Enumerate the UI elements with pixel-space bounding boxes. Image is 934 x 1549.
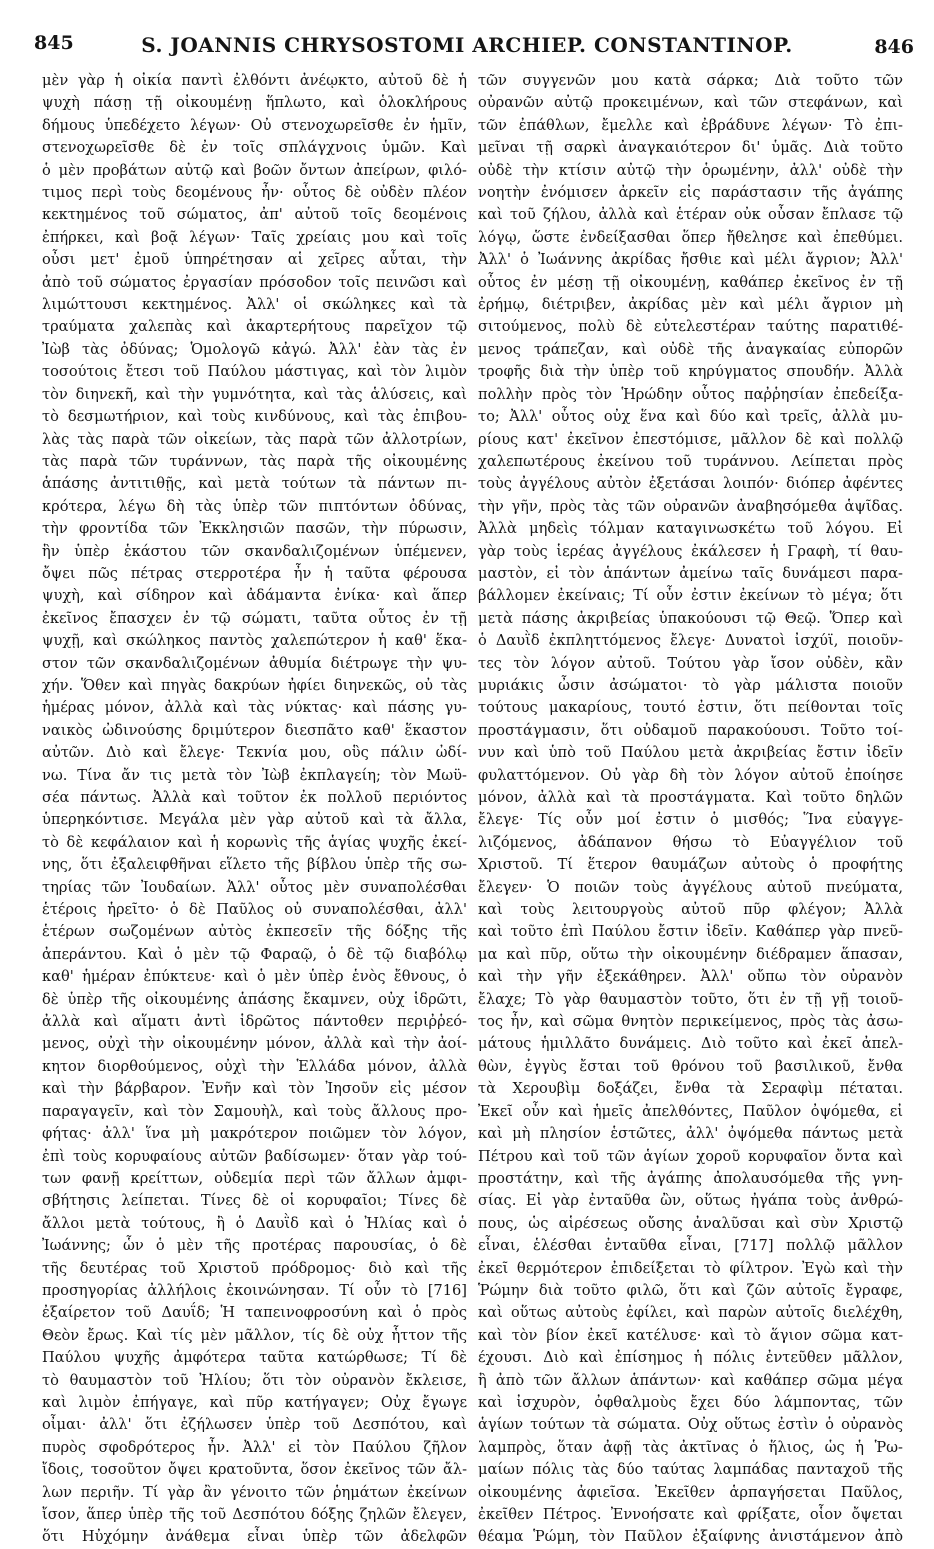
text-line: καὶ τὴν γῆν ἐξεκάθηρεν. Ἀλλ' οὔπω τὸν οὐρανὸν <box>478 968 903 986</box>
text-line: κρότερα, λέγω δὴ τὰς ὑπὲρ τῶν πιπτόντων ὀδύνας, <box>42 497 467 515</box>
text-line: στενοχωρεῖσθε δὲ ἐν τοῖς σπλάγχνοις ὑμῶν. Καὶ <box>42 139 467 157</box>
text-line: Θεὸν ἔρως. Καὶ τίς μὲν μᾶλλον, τίς δὲ οὐχ ἧττον τῆς <box>42 1326 467 1344</box>
text-line: λαμπρὸς, ὅταν ἀφῇ τὰς ἀκτῖνας ὁ ἥλιος, ὡς ἡ Ῥω- <box>478 1438 903 1456</box>
text-line: μόνον, ἀλλὰ καὶ τὰ προστάγματα. Καὶ τοῦτο δηλῶν <box>478 789 903 806</box>
text-line: Ἰὼβ τὰς ὀδύνας; Ὁμολογῶ κἀγώ. Ἀλλ' ἐὰν τὰς ἐν <box>42 340 467 358</box>
text-line: μενος, οὐχὶ τὴν οἰκουμένην μόνον, ἀλλὰ καὶ τὴν ἀοί- <box>42 1035 467 1053</box>
text-line: σέα πάντως. Ἀλλὰ καὶ τοῦτον ἐκ πολλοῦ περιόντος <box>42 789 467 806</box>
text-line: οἰκουμένης ἀφιεῖσα. Ἐκεῖθεν ἁρπαγήσεται Παῦλος, <box>478 1483 903 1501</box>
text-line: τροφῆς διὰ τὴν ὑπὲρ τοῦ κηρύγματος σπουδήν. Ἀλλὰ <box>478 363 903 381</box>
text-line: καὶ τὴν βάρβαρον. Ἐνῆν καὶ τὸν Ἰησοῦν εἰς μέσον <box>42 1080 467 1098</box>
text-line: παραγαγεῖν, καὶ τὸν Σαμουὴλ, καὶ τοὺς ἄλλους προ- <box>42 1102 467 1120</box>
text-line: τοὺς ἀγγέλους αὐτὸν ἐξετάσαι λοιπόν· διόπερ ἀφέντες <box>478 475 903 493</box>
text-line: στον τῶν σκανδαλιζομένων ἀθυμία διέτρωγε τὴν ψυ- <box>42 654 467 672</box>
right-column <box>478 70 903 1549</box>
text-line: τὸν διηνεκῆ, καὶ τὴν γυμνότητα, καὶ τὰς ἁλύσεις, καὶ <box>42 385 467 403</box>
text-line: ἡμέρας μόνον, ἀλλὰ καὶ τὰς νύκτας· καὶ πάσης γυ- <box>42 699 467 717</box>
text-line: οὖσι μετ' ἐμοῦ ὑπηρέτησαν αἱ χεῖρες αὗται, τὴν <box>42 251 467 269</box>
text-line: προστάτην, καὶ τῆς ἀγάπης ἀπολαυσόμεθα τῆς γνη- <box>478 1169 903 1187</box>
left-column <box>42 70 467 1549</box>
text-line: θὼν, ἐγγὺς ἔσται τοῦ θρόνου τοῦ βασιλικοῦ, ἔνθα <box>478 1057 903 1075</box>
text-line: καὶ μὴ πλησίον ἑστῶτες, ἀλλ' ὀψόμεθα πάντως μετὰ <box>478 1125 903 1143</box>
text-line: ἐπὶ τοὺς κορυφαίους αὐτῶν βαδίσωμεν· ὅταν γὰρ τού- <box>42 1147 467 1165</box>
text-line: μὲν γὰρ ἡ οἰκία παντὶ ἐλθόντι ἀνέῳκτο, αὐτοῦ δὲ ἡ <box>42 72 467 89</box>
text-line: ἄλλοι μετὰ τούτους, ἢ ὁ Δαυῒδ καὶ ὁ Ἠλίας καὶ ὁ <box>42 1214 467 1232</box>
text-line: καὶ τοῦτο ἐπὶ Παύλου ἔστιν ἰδεῖν. Καθάπερ γὰρ πνεῦ- <box>478 923 903 941</box>
text-line: τῆς δευτέρας τοῦ Χριστοῦ πρόδρομος· διὸ καὶ τῆς <box>42 1259 467 1277</box>
text-line: σβήτησις λείπεται. Τίνες δὲ οἱ κορυφαῖοι; Τίνες δὲ <box>42 1192 467 1210</box>
text-line: Ἐκεῖ οὖν καὶ ἡμεῖς ἀπελθόντες, Παῦλον ὀψόμεθα, εἰ <box>478 1102 903 1120</box>
text-line: τὰ Χερουβὶμ δοξάζει, ἔνθα τὰ Σεραφὶμ πέταται. <box>478 1080 903 1098</box>
text-line: ἑτέρων σωζομένων αὐτὸς ἐκπεσεῖν τῆς δόξης τῆς <box>42 923 467 941</box>
text-line: λόγῳ, ὥστε ἐνδείξασθαι ὅπερ ἤθελησε καὶ ἐπεθύμει. <box>478 228 903 246</box>
text-line: ἴσον, ἅπερ ὑπὲρ τῆς τοῦ Δεσπότου δόξης ζηλῶν ἔλεγεν, <box>42 1506 467 1523</box>
text-line: τῶν ἐπάθλων, ἔμελλε καὶ ἐβράδυνε λέγων· Τὸ ἐπι- <box>478 116 903 134</box>
text-line: μα καὶ πῦρ, οὕτω τὴν οἰκουμένην διέδραμεν ἅπασαν, <box>478 945 903 963</box>
text-line: οὐδὲ τὴν κτίσιν αὐτῷ τὴν ὁρωμένην, ἀλλ' οὐδὲ τὴν <box>478 161 903 179</box>
text-line: ἐρήμῳ, διέτριβεν, ἀκρίδας μὲν καὶ μέλι ἄγριον μὴ <box>478 296 903 314</box>
text-line: ἑτέροις ἡρεῖτο· ὁ δὲ Παῦλος οὐ συναπολέσθαι, ἀλλ' <box>42 901 467 919</box>
text-line: ρίους κατ' ἐκεῖνον ἐπεστόμισε, μᾶλλον δὲ καὶ πολλῷ <box>478 430 903 448</box>
text-line: κεκτημένος τοῦ σώματος, ἀπ' αὐτοῦ τοῖς δεομένοις <box>42 206 467 224</box>
text-line: καὶ τοῦ ζήλου, ἀλλὰ καὶ ἑτέραν οὐκ οὖσαν ἔπλασε τῷ <box>478 206 903 224</box>
text-line: μαίων πόλις τὰς δύο ταύτας λαμπάδας πανταχοῦ τῆς <box>478 1461 903 1479</box>
text-line: νυν καὶ ὑπὸ τοῦ Παύλου μετὰ ἀκριβείας ἔστιν ἰδεῖν <box>478 744 903 762</box>
text-line: Παύλου ψυχῆς ἀμφότερα ταῦτα κατώρθωσε; Τί δὲ <box>42 1349 467 1367</box>
text-line: λων περιῆν. Τί γὰρ ἂν γένοιτο τῶν ῥημάτων ἐκείνων <box>42 1483 467 1501</box>
text-line: οἶμαι· ἀλλ' ὅτι ἐζήλωσεν ὑπὲρ τοῦ Δεσπότου, καὶ <box>42 1416 467 1434</box>
text-line: τὸ δὲ κεφάλαιον καὶ ἡ κορωνὶς τῆς ἁγίας ψυχῆς ἐκεί- <box>42 833 467 851</box>
text-line: ὅτι Ηὐχόμην ἀνάθεμα εἶναι ὑπὲρ τῶν ἀδελφῶν <box>42 1528 467 1546</box>
running-title: S. JOANNIS CHRYSOSTOMI ARCHIEP. CONSTANTINOP. <box>141 33 793 57</box>
text-line: βάλλομεν ἐκείναις; Τί οὖν ἐστιν ἐκείνων τὸ μέγα; ὅτι <box>478 587 903 605</box>
text-line: προστάγμασιν, ὅτι οὐδαμοῦ παρακούουσι. Τοῦτο τοί- <box>478 721 903 739</box>
text-line: Ἀλλ' ὁ Ἰωάννης ἀκρίδας ἤσθιε καὶ μέλι ἄγριον; Ἀλλ' <box>478 251 903 269</box>
text-line: μενος τράπεζαν, καὶ οὐδὲ τῆς ἀναγκαίας εὐπορῶν <box>478 340 903 358</box>
text-line: νω. Τίνα ἄν τις μετὰ τὸν Ἰὼβ ἐκπλαγείη; τὸν Μωϋ- <box>42 766 467 784</box>
text-line: ἀλλὰ καὶ αἵματι ἀντὶ ἱδρῶτος πάντοθεν περιῤῥεό- <box>42 1013 467 1031</box>
text-line: τούτους μακαρίους, τουτό ἐστιν, ὅτι πείθονται τοῖς <box>478 699 903 717</box>
text-line: τῶν συγγενῶν μου κατὰ σάρκα; Διὰ τοῦτο τῶν <box>478 72 903 89</box>
text-line: καθ' ἡμέραν ἐπύκτευε· καὶ ὁ μὲν ὑπὲρ ἑνὸς ἔθνους, ὁ <box>42 968 467 986</box>
text-line: καὶ ἰσχυρὸν, ὀφθαλμοὺς ἔχει δύο λάμποντας, τῶν <box>478 1393 903 1411</box>
text-line: τὸ δεσμωτήριον, καὶ τοὺς κινδύνους, καὶ τὰς ἐπιβου- <box>42 408 467 426</box>
text-line: προσηγορίας ἀλλήλοις ἐκοινώνησαν. Τί οὖν τὸ [716] <box>42 1281 467 1299</box>
text-line: κητον διορθούμενος, οὐχὶ τὴν Ἑλλάδα μόνον, ἀλλὰ <box>42 1057 467 1075</box>
text-line: ὑπερηκόντισε. Μεγάλα μὲν γὰρ αὐτοῦ καὶ τὰ ἄλλα, <box>42 811 467 829</box>
text-line: ἀπεράντου. Καὶ ὁ μὲν τῷ Φαραῷ, ὁ δὲ τῷ διαβόλῳ <box>42 945 467 963</box>
text-line: ἢ ἀπὸ τῶν ἄλλων ἁπάντων· καὶ καθάπερ σῶμα μέγα <box>478 1371 903 1389</box>
text-line: νοητὴν ἐνόμισεν ἀρκεῖν εἰς παράστασιν τῆς ἀγάπης <box>478 184 903 202</box>
text-line: μαστὸν, εἰ τὸν ἁπάντων ἀμείνω ταῖς δυνάμεσι παρα- <box>478 564 903 582</box>
text-line: τὴν φροντίδα τῶν Ἐκκλησιῶν πασῶν, τὴν πύρωσιν, <box>42 520 467 538</box>
text-line: Ἀλλὰ μηδεὶς τόλμαν καταγινωσκέτω τοῦ λόγου. Εἰ <box>478 520 903 538</box>
text-line: μετὰ πάσης ἀκριβείας ὑπακούουσι τῷ Θεῷ. Ὅπερ καὶ <box>478 609 903 627</box>
text-line: ἔλεγεν· Ὁ ποιῶν τοὺς ἀγγέλους αὐτοῦ πνεύματα, <box>478 878 903 896</box>
text-line: μυριάκις ὦσιν ἀσώματοι· τὸ γὰρ μάλιστα ποιοῦν <box>478 676 903 694</box>
text-line: τὰς παρὰ τῶν τυράννων, τὰς παρὰ τῆς οἰκουμένης <box>42 452 467 470</box>
text-line: αὐτῶν. Διὸ καὶ ἔλεγε· Τεκνία μου, οὓς πάλιν ὠδί- <box>42 744 467 762</box>
text-line: εἶναι, ἑλέσθαι ἐνταῦθα εἶναι, [717] πολλῷ μᾶλλον <box>478 1237 903 1255</box>
text-line: τηρίας τῶν Ἰουδαίων. Ἀλλ' οὗτος μὲν συναπολέσθαι <box>42 878 467 896</box>
text-line: μάτους ἡμιλλᾶτο δυνάμεις. Διὸ τοῦτο καὶ ἐκεῖ ἀπελ- <box>478 1035 903 1053</box>
text-line: έχουσι. Διὸ καὶ ἐπίσημος ἡ πόλις ἐντεῦθεν μᾶλλον, <box>478 1349 903 1367</box>
text-line: των φανῇ κρείττων, οὐδεμία περὶ τῶν ἄλλων ἀμφι- <box>42 1169 467 1187</box>
text-line: ὄψει πῶς πέτρας στερροτέρα ἦν ἡ ταῦτα φέρουσα <box>42 564 467 582</box>
text-line: λιμώττουσι κεκτημένος. Ἀλλ' οἱ σκώληκες καὶ τὰ <box>42 296 467 314</box>
text-line: τιμος περὶ τοὺς δεομένους ἦν· οὗτος δὲ οὐδὲν πλέον <box>42 184 467 202</box>
text-line: χαλεπωτέρους ἐκείνου τοῦ τυράννου. Λείπεται πρὸς <box>478 452 903 470</box>
text-line: ὁ Δαυῒδ ἐκπληττόμενος ἔλεγε· Δυνατοὶ ἰσχύϊ, ποιοῦν- <box>478 632 903 650</box>
text-line: μεῖναι τῇ σαρκὶ ἀναγκαιότερον δι' ὑμᾶς. Διὰ τοῦτο <box>478 139 903 157</box>
page-number-right: 846 <box>874 36 914 58</box>
text-line: δήμους ὑπεδέχετο λέγων· Οὐ στενοχωρεῖσθε ἐν ἡμῖν, <box>42 116 467 134</box>
text-line: ψυχὴ, καὶ σίδηρον καὶ ἀδάμαντα ἐνίκα· καὶ ἅπερ <box>42 587 467 605</box>
text-line: φυλαττόμενον. Οὐ γὰρ δὴ τὸν λόγον αὐτοῦ ἐποίησε <box>478 766 903 784</box>
text-line: λιζόμενος, ἀδάπανον θήσω τὸ Εὐαγγέλιον τοῦ <box>478 833 903 851</box>
text-line: ὁ μὲν προβάτων αὐτῷ καὶ βοῶν ὄντων ἀπείρων, φιλό- <box>42 161 467 179</box>
text-line: ἁγίων τούτων τὰ σώματα. Οὐχ οὕτως ἐστὶν ὁ οὐρανὸς <box>478 1416 903 1434</box>
text-line: θέαμα Ῥώμη, τὸν Παῦλον ἐξαίφνης ἀνιστάμενον ἀπὸ <box>478 1528 903 1546</box>
text-line: τοσούτοις ἔτεσι τοῦ Παύλου μάστιγας, καὶ τὸν λιμὸν <box>42 363 467 381</box>
text-line: δὲ ὑπὲρ τῆς οἰκουμένης ἁπάσης ἔκαμνεν, οὐχ ἱδρῶτι, <box>42 990 467 1008</box>
text-line: τὴν γῆν, πρὸς τὰς τῶν οὐρανῶν ἀναβησόμεθα ἁψῖδας. <box>478 497 903 515</box>
text-line: τὸ θαυμαστὸν τοῦ Ἠλίου; ὅτι τὸν οὐρανὸν ἔκλεισε, <box>42 1371 467 1389</box>
text-line: ἐπήρκει, καὶ βοᾷ λέγων· Ταῖς χρείαις μου καὶ τοῖς <box>42 228 467 246</box>
text-line: οὐρανῶν αὐτῷ προκειμένων, καὶ τῶν στεφάνων, καὶ <box>478 94 903 112</box>
text-line: Ἰωάννης; ὧν ὁ μὲν τῆς προτέρας παρουσίας, ὁ δὲ <box>42 1237 467 1255</box>
text-line: ψυχὴ πάσῃ τῇ οἰκουμένῃ ἥπλωτο, καὶ ὁλοκλήρους <box>42 94 467 112</box>
text-line: καὶ οὕτως αὐτοὺς ἐφίλει, καὶ παρὼν αὐτοῖς διελέχθη, <box>478 1304 903 1322</box>
text-line: ἐξαίρετον τοῦ Δαυΐδ; Ἡ ταπεινοφροσύνη καὶ ὁ πρὸς <box>42 1304 467 1322</box>
page-number-left: 845 <box>34 32 74 54</box>
text-line: ἔλαχε; Τὸ γὰρ θαυμαστὸν τοῦτο, ὅτι ἐν τῇ γῇ τοιοῦ- <box>478 990 903 1008</box>
text-line: Χριστοῦ. Τί ἕτερον θαυμάζων αὐτοὺς ὁ προφήτης <box>478 856 903 874</box>
text-line: το; Ἀλλ' οὗτος οὐχ ἕνα καὶ δύο καὶ τρεῖς, ἀλλὰ μυ- <box>478 408 903 426</box>
text-line: ἁπάσης ἀντιτιθῇς, καὶ μετὰ τούτων τὰ πάντων πι- <box>42 475 467 493</box>
text-line: καὶ λιμὸν ἐπήγαγε, καὶ πῦρ κατήγαγεν; Οὐχ ἔγωγε <box>42 1393 467 1411</box>
text-line: πυρὸς σφοδρότερος ἦν. Ἀλλ' εἰ τὸν Παύλου ζῆλον <box>42 1438 467 1456</box>
text-line: ἣν ὑπὲρ ἑκάστου τῶν σκανδαλιζομένων ὑπέμενεν, <box>42 542 467 560</box>
text-line: Πέτρου καὶ τοῦ τῶν ἁγίων χοροῦ κορυφαῖον ὄντα καὶ <box>478 1147 903 1165</box>
text-line: σίας. Εἰ γὰρ ἐνταῦθα ὢν, οὕτως ἠγάπα τοὺς ἀνθρώ- <box>478 1192 903 1210</box>
text-line: λὰς τὰς παρὰ τῶν οἰκείων, τὰς παρὰ τῶν ἀλλοτρίων, <box>42 430 467 448</box>
text-line: πους, ὡς αἱρέσεως οὔσης ἀναλῦσαι καὶ σὺν Χριστῷ <box>478 1214 903 1232</box>
text-line: τες τὸν λόγον αὐτοῦ. Τούτου γὰρ ἴσον οὐδὲν, κἂν <box>478 654 903 672</box>
text-line: ἐκεῖ θερμότερον ἐπιδείξεται τὸ φίλτρον. Ἐγὼ καὶ τὴν <box>478 1259 903 1277</box>
text-line: νης, ὅτι ἐξαλειφθῆναι εἵλετο τῆς βίβλου ὑπὲρ τῆς σω- <box>42 856 467 874</box>
text-line: ἴδοις, τοσοῦτον ὄψει κρατοῦντα, ὅσον ἐκεῖνος τῶν ἄλ- <box>42 1461 467 1479</box>
text-line: ναικὸς ὠδινούσης δριμύτερον διεσπᾶτο καθ' ἕκαστον <box>42 721 467 739</box>
text-line: τραύματα χαλεπὰς καὶ ἀκαρτερήτους παρεῖχον τῷ <box>42 318 467 336</box>
text-line: καὶ τὸν βίον ἐκεῖ κατέλυσε· καὶ τὸ ἅγιον σῶμα κατ- <box>478 1326 903 1344</box>
text-line: καὶ τοὺς λειτουργοὺς αὐτοῦ πῦρ φλέγον; Ἀλλὰ <box>478 901 903 919</box>
text-line: πολλὴν πρὸς τὸν Ἡρώδην οὗτος παῤῥησίαν ἐπεδείξα- <box>478 385 903 403</box>
text-line: Ῥώμην διὰ τοῦτο φιλῶ, ὅτι καὶ ζῶν αὐτοῖς ἔγραφε, <box>478 1281 903 1299</box>
text-line: ἐκεῖνος ἔπασχεν ἐν τῷ σώματι, ταῦτα οὗτος ἐν τῇ <box>42 609 467 627</box>
text-line: χήν. Ὅθεν καὶ πηγὰς δακρύων ἠφίει διηνεκῶς, οὐ τὰς <box>42 676 467 694</box>
text-line: ψυχῇ, καὶ σκώληκος παντὸς χαλεπώτερον ἡ καθ' ἕκα- <box>42 632 467 650</box>
text-line: σιτούμενος, πολὺ δὲ εὐτελεστέραν ταύτης παρατιθέ- <box>478 318 903 336</box>
text-line: ἀπὸ τοῦ σώματος ἐργασίαν πρόσοδον τοῖς πεινῶσι καὶ <box>42 273 467 291</box>
text-line: οὗτος ἐν μέσῃ τῇ οἰκουμένῃ, καθάπερ ἐκεῖνος ἐν τῇ <box>478 273 903 291</box>
text-line: φήτας· ἀλλ' ἵνα μὴ μακρότερον ποιῶμεν τὸν λόγον, <box>42 1125 467 1143</box>
text-line: ἔλεγε· Τίς οὖν μοί ἐστιν ὁ μισθός; Ἵνα εὐαγγε- <box>478 811 903 829</box>
text-line: ἐκεῖθεν Πέτρος. Ἐννοήσατε καὶ φρίξατε, οἷον ὄψεται <box>478 1506 903 1523</box>
text-line: γὰρ τοὺς ἱερέας ἀγγέλους ἐκάλεσεν ἡ Γραφὴ, τί θαυ- <box>478 542 903 560</box>
text-line: τος ἦν, καὶ σῶμα θνητὸν περικείμενος, πρὸς τὰς ἀσω- <box>478 1013 903 1031</box>
running-header <box>0 0 934 60</box>
